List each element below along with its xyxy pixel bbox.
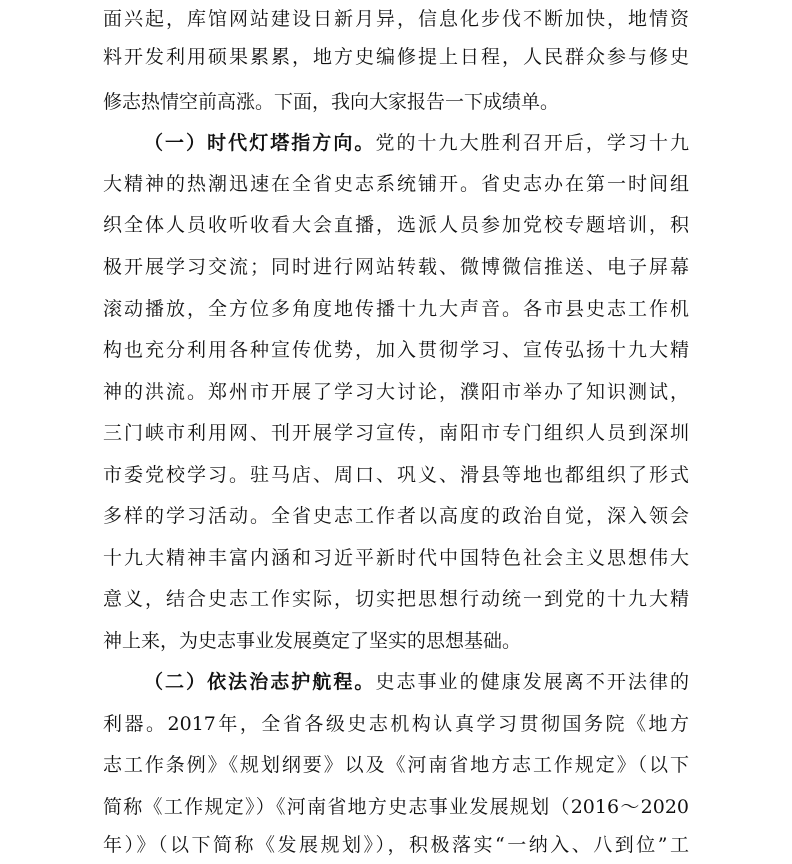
body-text-line	[103, 414, 689, 452]
section-heading: （二）依法治志护航程。	[144, 671, 376, 693]
body-text-line	[103, 248, 689, 286]
line-text: 党的十九大胜利召开后，学习十九	[375, 132, 689, 154]
line-text: 料开发利用硕果累累，地方史编修提上日程，人民群众参与修史	[103, 46, 689, 68]
line-text: 修志热情空前高涨。下面，我向大家报告一下成绩单。	[103, 91, 560, 113]
line-text: 史志事业的健康发展离不开法律的	[375, 671, 689, 693]
section-heading: （一）时代灯塔指方向。	[144, 132, 376, 154]
body-text-line	[103, 456, 689, 494]
line-text: 三门峡市利用网、刊开展学习宣传，南阳市专门组织人员到深圳	[103, 422, 689, 444]
body-text-line	[103, 331, 689, 369]
section-heading-line	[144, 663, 689, 701]
body-text-line	[103, 497, 689, 535]
line-text: 极开展学习交流；同时进行网站转载、微博微信推送、电子屏幕	[103, 256, 689, 278]
body-text-line	[103, 83, 689, 121]
line-text: 年）》（以下简称《发展规划》），积极落实“一纳入、八到位”工	[103, 834, 689, 856]
body-text-line	[103, 622, 689, 660]
line-text: 构也充分利用各种宣传优势，加入贯彻学习、宣传弘扬十九大精	[103, 339, 689, 361]
body-text-line	[103, 705, 689, 743]
line-text: 神的洪流。郑州市开展了学习大讨论，濮阳市举办了知识测试，	[103, 381, 689, 403]
body-text-line	[103, 206, 689, 244]
body-text-line	[103, 788, 689, 826]
body-text-line	[103, 539, 689, 577]
section-heading-line	[144, 124, 689, 162]
line-text: 十九大精神丰富内涵和习近平新时代中国特色社会主义思想伟大	[103, 547, 689, 569]
body-text-line	[103, 165, 689, 203]
line-text: 利器。2017年，全省各级史志机构认真学习贯彻国务院《地方	[103, 713, 689, 735]
line-text: 志工作条例》《规划纲要》以及《河南省地方志工作规定》（以下	[103, 754, 689, 776]
body-text-line	[103, 746, 689, 784]
line-text: 简称《工作规定》）《河南省地方史志事业发展规划（2016～2020	[103, 796, 689, 818]
line-text: 多样的学习活动。全省史志工作者以高度的政治自觉，深入领会	[103, 505, 689, 527]
line-text: 市委党校学习。驻马店、周口、巩义、滑县等地也都组织了形式	[103, 464, 689, 486]
body-text-line	[103, 0, 689, 38]
line-text: 意义，结合史志工作实际，切实把思想行动统一到党的十九大精	[103, 588, 689, 610]
line-text: 织全体人员收听收看大会直播，选派人员参加党校专题培训，积	[103, 214, 689, 236]
body-text-line	[103, 373, 689, 411]
line-text: 滚动播放，全方位多角度地传播十九大声音。各市县史志工作机	[103, 298, 689, 320]
body-text-line	[103, 580, 689, 618]
line-text: 面兴起，库馆网站建设日新月异，信息化步伐不断加快，地情资	[103, 8, 689, 30]
body-text-line	[103, 826, 689, 864]
line-text: 神上来，为史志事业发展奠定了坚实的思想基础。	[103, 630, 522, 652]
line-text: 大精神的热潮迅速在全省史志系统铺开。省史志办在第一时间组	[103, 173, 689, 195]
body-text-line	[103, 290, 689, 328]
body-text-line	[103, 38, 689, 76]
